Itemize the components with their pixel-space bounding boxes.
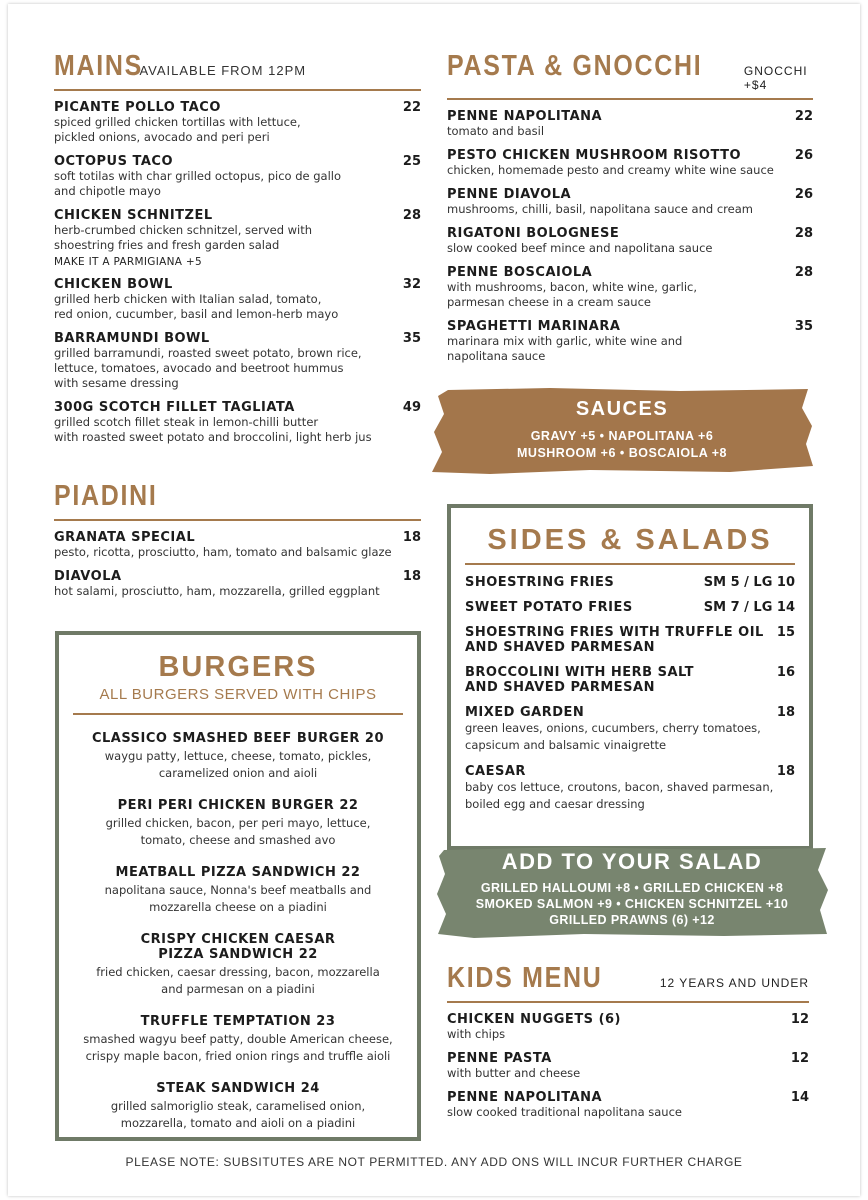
side-item <box>465 705 795 754</box>
item-description: shoestring fries and fresh garden salad <box>54 238 280 252</box>
item-name: CHICKEN NUGGETS (6) <box>447 1012 621 1027</box>
item-name: DIAVOLA <box>54 569 122 584</box>
side-description: boiled egg and caesar dressing <box>465 797 645 811</box>
menu-item <box>447 1051 809 1081</box>
burger-description-line: grilled salmoriglio steak, caramelised onion, <box>110 1099 366 1113</box>
burger-item <box>59 1014 417 1065</box>
mains-list <box>54 100 421 445</box>
menu-item <box>54 569 421 599</box>
burger-description <box>59 748 417 782</box>
sides-list <box>451 575 809 813</box>
item-description: soft totilas with char grilled octopus, pico de gallo <box>54 169 342 183</box>
kids-header <box>447 962 809 1003</box>
item-description: parmesan cheese in a cream sauce <box>447 295 651 309</box>
burger-description <box>59 815 417 849</box>
burger-description-line: and parmesan on a piadini <box>161 982 315 996</box>
menu-item-row <box>447 1012 809 1027</box>
sides-title: SIDES & SALADS <box>487 524 773 556</box>
item-description: tomato and basil <box>447 124 545 138</box>
item-description: with roasted sweet potato and broccolini, light herb jus <box>54 430 372 444</box>
side-item <box>465 575 795 590</box>
item-price: 28 <box>794 226 813 241</box>
item-name: PENNE PASTA <box>447 1051 552 1066</box>
item-name: PICANTE POLLO TACO <box>54 100 221 115</box>
item-description: herb-crumbed chicken schnitzel, served with <box>54 223 313 237</box>
sauces-line2: MUSHROOM +6 • BOSCAIOLA +8 <box>517 446 727 460</box>
sides-box <box>447 504 813 850</box>
menu-item-row <box>54 530 421 545</box>
side-name-line: CAESAR <box>465 764 526 779</box>
sides-divider <box>465 563 795 565</box>
item-price: 12 <box>790 1051 809 1066</box>
menu-item-row <box>447 109 813 124</box>
item-price: 22 <box>402 100 421 115</box>
item-price: 35 <box>794 319 813 334</box>
gnocchi-note: GNOCCHI +$4 <box>743 64 808 92</box>
kids-note: 12 YEARS AND UNDER <box>659 976 809 990</box>
side-item <box>465 600 795 615</box>
item-description: pickled onions, avocado and peri peri <box>54 130 270 144</box>
add-salad-line2: SMOKED SALMON +9 • CHICKEN SCHNITZEL +10 <box>475 897 789 911</box>
menu-item-row <box>447 265 813 280</box>
item-name: BARRAMUNDI BOWL <box>54 331 210 346</box>
menu-item-row <box>54 400 421 415</box>
menu-item <box>447 109 813 139</box>
side-price: 18 <box>776 764 795 779</box>
menu-item <box>54 400 421 445</box>
burger-item <box>59 932 417 998</box>
burger-item <box>59 731 417 782</box>
burger-description <box>59 1098 417 1132</box>
burger-name: TRUFFLE TEMPTATION 23 <box>140 1014 336 1029</box>
menu-item <box>54 154 421 199</box>
burger-description-line: napolitana sauce, Nonna's beef meatballs and <box>104 883 372 897</box>
item-price: 14 <box>790 1090 809 1105</box>
side-description: capsicum and balsamic vinaigrette <box>465 738 667 752</box>
item-price: 49 <box>402 400 421 415</box>
item-description: with chips <box>447 1027 506 1041</box>
item-description: pesto, ricotta, prosciutto, ham, tomato and balsamic glaze <box>54 545 392 559</box>
burgers-divider <box>73 713 403 715</box>
item-description: chicken, homemade pesto and creamy white wine sauce <box>447 163 774 177</box>
side-name-line: BROCCOLINI WITH HERB SALT <box>465 665 695 680</box>
side-name <box>465 600 633 615</box>
piadini-section <box>54 480 421 599</box>
item-description: with butter and cheese <box>447 1066 581 1080</box>
menu-item-row <box>447 1051 809 1066</box>
item-price: 18 <box>402 530 421 545</box>
item-description: spiced grilled chicken tortillas with lettuce, <box>54 115 301 129</box>
menu-item-row <box>54 331 421 346</box>
side-name <box>465 625 764 655</box>
menu-item <box>54 100 421 145</box>
menu-item-row <box>54 208 421 223</box>
side-name-line: MIXED GARDEN <box>465 705 585 720</box>
kids-title: KIDS MENU <box>447 962 603 994</box>
side-name <box>465 705 584 720</box>
menu-item-row <box>447 1090 809 1105</box>
side-price: 18 <box>776 705 795 720</box>
menu-item-row <box>447 148 813 163</box>
item-name: CHICKEN BOWL <box>54 277 173 292</box>
side-item-row <box>465 625 795 655</box>
footer-note: PLEASE NOTE: SUBSITUTES ARE NOT PERMITTED. ANY ADD ONS WILL INCUR FURTHER CHARGE <box>125 1155 743 1169</box>
side-name <box>465 764 526 779</box>
item-description: with mushrooms, bacon, white wine, garlic, <box>447 280 698 294</box>
menu-item <box>54 277 421 322</box>
add-salad-title: ADD TO YOUR SALAD <box>501 849 763 874</box>
burger-name-line2: PIZZA SANDWICH 22 <box>158 947 318 962</box>
burger-description <box>59 964 417 998</box>
side-name <box>465 575 614 590</box>
side-item-row <box>465 764 795 779</box>
side-price: SM 7 / LG 14 <box>703 600 795 615</box>
item-price: 18 <box>402 569 421 584</box>
mains-header <box>54 50 421 91</box>
item-description: red onion, cucumber, basil and lemon-herb mayo <box>54 307 339 321</box>
menu-item-row <box>54 100 421 115</box>
item-price: 22 <box>794 109 813 124</box>
pasta-list <box>447 109 813 364</box>
side-name-line: AND SHAVED PARMESAN <box>465 680 655 695</box>
side-name-line: AND SHAVED PARMESAN <box>465 640 655 655</box>
item-name: PENNE NAPOLITANA <box>447 1090 603 1105</box>
burger-item <box>59 1081 417 1132</box>
item-name: SPAGHETTI MARINARA <box>447 319 621 334</box>
item-price: 12 <box>790 1012 809 1027</box>
burger-description-line: waygu patty, lettuce, cheese, tomato, pickles, <box>104 749 372 763</box>
burger-name: CRISPY CHICKEN CAESAR <box>140 932 336 947</box>
item-description: grilled scotch fillet steak in lemon-chilli butter <box>54 415 319 429</box>
item-description: and chipotle mayo <box>54 184 161 198</box>
add-salad-line3: GRILLED PRAWNS (6) +12 <box>549 913 715 927</box>
add-salad-line1: GRILLED HALLOUMI +8 • GRILLED CHICKEN +8 <box>480 881 784 895</box>
item-name: OCTOPUS TACO <box>54 154 173 169</box>
burger-description-line: mozzarella cheese on a piadini <box>149 900 327 914</box>
item-description: lettuce, tomatoes, avocado and beetroot hummus <box>54 361 344 375</box>
menu-item <box>447 226 813 256</box>
item-price: 32 <box>402 277 421 292</box>
side-description: baby cos lettuce, croutons, bacon, shaved parmesan, <box>465 780 774 794</box>
side-item-row <box>465 575 795 590</box>
side-price: 16 <box>776 665 795 680</box>
item-description: grilled herb chicken with Italian salad, tomato, <box>54 292 322 306</box>
burger-name: PERI PERI CHICKEN BURGER 22 <box>117 798 359 813</box>
burger-description-line: mozzarella, tomato and aioli on a piadini <box>120 1116 356 1130</box>
burger-description-line: smashed wagyu beef patty, double American cheese, <box>83 1032 393 1046</box>
side-item-row <box>465 665 795 695</box>
item-price: 28 <box>402 208 421 223</box>
side-description: green leaves, onions, cucumbers, cherry tomatoes, <box>465 721 761 735</box>
item-name: PENNE BOSCAIOLA <box>447 265 593 280</box>
item-price: 25 <box>402 154 421 169</box>
burger-description-line: fried chicken, caesar dressing, bacon, mozzarella <box>96 965 380 979</box>
menu-item-row <box>447 187 813 202</box>
item-name: 300G SCOTCH FILLET TAGLIATA <box>54 400 295 415</box>
burgers-subtitle: ALL BURGERS SERVED WITH CHIPS <box>99 686 377 703</box>
sauces-banner <box>430 386 814 476</box>
menu-item-row <box>447 226 813 241</box>
item-description: slow cooked beef mince and napolitana sauce <box>447 241 713 255</box>
side-item <box>465 764 795 813</box>
menu-item <box>447 265 813 310</box>
menu-item-row <box>447 319 813 334</box>
side-item-row <box>465 600 795 615</box>
burgers-box <box>55 631 421 1141</box>
side-name <box>465 665 694 695</box>
pasta-title: PASTA & GNOCCHI <box>447 50 703 82</box>
item-name: PENNE NAPOLITANA <box>447 109 603 124</box>
burger-name: STEAK SANDWICH 24 <box>156 1081 320 1096</box>
burger-item <box>59 865 417 916</box>
kids-section <box>447 962 809 1120</box>
item-name: PESTO CHICKEN MUSHROOM RISOTTO <box>447 148 742 163</box>
burger-description <box>59 882 417 916</box>
item-description: hot salami, prosciutto, ham, mozzarella, grilled eggplant <box>54 584 380 598</box>
menu-item <box>447 1012 809 1042</box>
piadini-header <box>54 480 421 521</box>
item-description: mushrooms, chilli, basil, napolitana sauce and cream <box>447 202 753 216</box>
side-item-row <box>465 705 795 720</box>
burgers-title: BURGERS <box>158 651 318 683</box>
add-salad-banner <box>434 844 830 940</box>
side-price: 15 <box>776 625 795 640</box>
piadini-list <box>54 530 421 599</box>
menu-item <box>54 530 421 560</box>
burger-description <box>59 1031 417 1065</box>
burgers-list <box>59 731 417 1132</box>
burger-description-line: tomato, cheese and smashed avo <box>140 833 336 847</box>
side-name-line: SHOESTRING FRIES <box>465 575 615 590</box>
pasta-header <box>447 50 813 100</box>
item-description: napolitana sauce <box>447 349 546 363</box>
item-name: CHICKEN SCHNITZEL <box>54 208 213 223</box>
side-name-line: SHOESTRING FRIES WITH TRUFFLE OIL <box>465 625 764 640</box>
item-name: GRANATA SPECIAL <box>54 530 196 545</box>
menu-item <box>54 331 421 391</box>
side-price: SM 5 / LG 10 <box>703 575 795 590</box>
menu-item <box>54 208 421 268</box>
piadini-title: PIADINI <box>54 480 158 512</box>
item-name: PENNE DIAVOLA <box>447 187 572 202</box>
item-name: RIGATONI BOLOGNESE <box>447 226 620 241</box>
mains-subtitle: AVAILABLE FROM 12PM <box>139 63 307 78</box>
burger-item <box>59 798 417 849</box>
burger-description-line: grilled chicken, bacon, per peri mayo, lettuce, <box>105 816 371 830</box>
pasta-section <box>447 50 813 364</box>
burger-name: MEATBALL PIZZA SANDWICH 22 <box>115 865 361 880</box>
menu-item <box>447 187 813 217</box>
menu-item-row <box>54 277 421 292</box>
item-description: with sesame dressing <box>54 376 179 390</box>
kids-list <box>447 1012 809 1120</box>
mains-title: MAINS <box>54 50 143 82</box>
menu-item-row <box>54 569 421 584</box>
burger-name: CLASSICO SMASHED BEEF BURGER 20 <box>91 731 384 746</box>
item-note: MAKE IT A PARMIGIANA +5 <box>54 256 202 268</box>
item-description: grilled barramundi, roasted sweet potato, brown rice, <box>54 346 362 360</box>
sauces-title: SAUCES <box>575 398 669 420</box>
menu-item <box>447 319 813 364</box>
menu-item <box>447 148 813 178</box>
item-description: slow cooked traditional napolitana sauce <box>447 1105 682 1119</box>
side-name-line: SWEET POTATO FRIES <box>465 600 633 615</box>
side-item <box>465 665 795 695</box>
item-price: 26 <box>794 187 813 202</box>
item-price: 26 <box>794 148 813 163</box>
menu-item <box>447 1090 809 1120</box>
item-price: 35 <box>402 331 421 346</box>
sauces-line1: GRAVY +5 • NAPOLITANA +6 <box>530 429 714 443</box>
burger-description-line: crispy maple bacon, fried onion rings and truffle aioli <box>85 1049 391 1063</box>
item-price: 28 <box>794 265 813 280</box>
menu-item-row <box>54 154 421 169</box>
item-description: marinara mix with garlic, white wine and <box>447 334 683 348</box>
side-item <box>465 625 795 655</box>
burger-description-line: caramelized onion and aioli <box>158 766 318 780</box>
mains-section <box>54 50 421 445</box>
